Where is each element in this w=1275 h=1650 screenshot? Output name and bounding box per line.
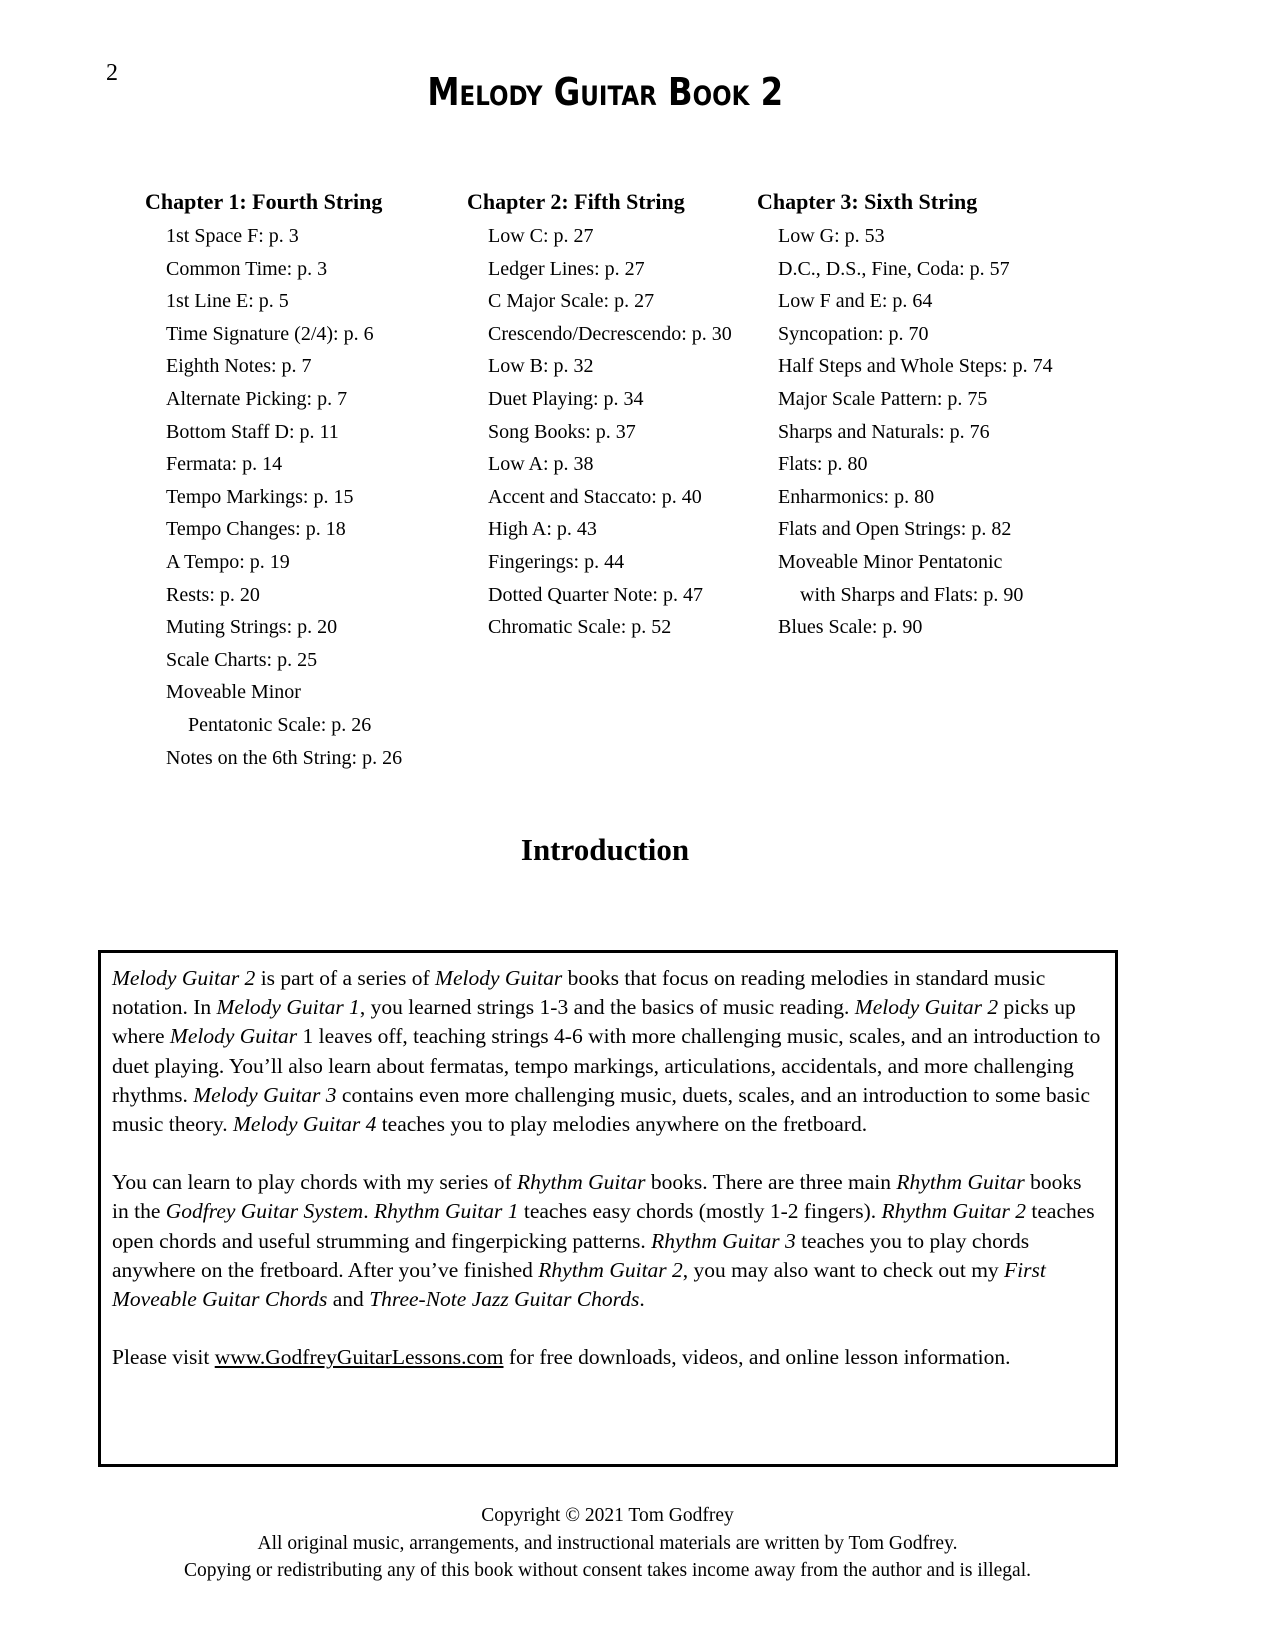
toc-item: Song Books: p. 37 xyxy=(488,420,636,443)
toc-item: High A: p. 43 xyxy=(488,518,597,541)
toc-item: Low B: p. 32 xyxy=(488,355,594,378)
toc-item: with Sharps and Flats: p. 90 xyxy=(800,583,1024,606)
chapter-1-items xyxy=(145,220,467,774)
paragraph-text: books in the xyxy=(112,1170,1082,1224)
table-of-contents xyxy=(145,186,1130,774)
paragraph-text: 1 leaves off, teaching strings 4-6 with more challenging music, scales, and an introduction to duet playing. You’ll also learn about fermatas, tempo markings, articulations, accidentals, and more challenging rhythms. xyxy=(112,1024,1101,1107)
toc-item: Moveable Minor xyxy=(166,681,301,704)
chapter-2-heading: Chapter 2: Fifth String xyxy=(467,189,685,214)
paragraph-text: teaches open chords and useful strumming and fingerpicking patterns. xyxy=(112,1199,1095,1253)
chapter-2-items xyxy=(467,220,757,644)
book-title-reference: Three-Note Jazz Guitar Chords xyxy=(369,1287,640,1312)
paragraph-text: You can learn to play chords with my series of xyxy=(112,1170,518,1195)
book-title-reference: Melody Guitar xyxy=(435,966,563,990)
paragraph-text: is part of a series of xyxy=(255,966,436,990)
book-title-reference: Rhythm Guitar xyxy=(896,1170,1025,1195)
footer-line: Copying or redistributing any of this book without consent takes income away from the author and is illegal. xyxy=(183,1560,1031,1581)
toc-item: Duet Playing: p. 34 xyxy=(488,387,644,410)
footer-line: Copyright © 2021 Tom Godfrey xyxy=(481,1505,734,1526)
toc-item: Crescendo/Decrescendo: p. 30 xyxy=(488,322,732,345)
toc-item: Pentatonic Scale: p. 26 xyxy=(188,713,372,736)
introduction-heading-container xyxy=(0,832,1210,868)
toc-item: D.C., D.S., Fine, Coda: p. 57 xyxy=(778,257,1010,280)
toc-item: 1st Space F: p. 3 xyxy=(166,225,299,247)
toc-item: Tempo Changes: p. 18 xyxy=(166,518,346,541)
book-title-reference: Rhythm Guitar xyxy=(517,1170,646,1195)
paragraph-text: , you may also want to check out my xyxy=(682,1257,1005,1282)
book-title-reference: Melody Guitar xyxy=(169,1024,298,1049)
book-title-reference: Melody Guitar 2 xyxy=(112,966,256,990)
intro-paragraph-3 xyxy=(112,1343,1103,1372)
paragraph-text: books that focus on reading melodies in standard music notation. In xyxy=(112,966,1046,1020)
toc-item: Scale Charts: p. 25 xyxy=(166,648,318,671)
paragraph-text: , you learned strings 1-3 and the basics of music reading. xyxy=(359,995,855,1020)
book-title-container xyxy=(0,70,1210,114)
chapter-3-heading: Chapter 3: Sixth String xyxy=(757,189,978,214)
toc-item: Low G: p. 53 xyxy=(778,225,885,247)
chapter-3-items xyxy=(757,220,1130,644)
toc-item: Fingerings: p. 44 xyxy=(488,550,625,573)
toc-item: Enharmonics: p. 80 xyxy=(778,485,935,508)
paragraph-text: and xyxy=(327,1287,370,1312)
toc-item: Ledger Lines: p. 27 xyxy=(488,257,645,280)
intro-paragraph-2 xyxy=(112,1168,1103,1314)
toc-item: Chromatic Scale: p. 52 xyxy=(488,616,672,639)
toc-column-chapter-3 xyxy=(757,186,1130,774)
paragraph-text: for free downloads, videos, and online lesson information. xyxy=(503,1345,1011,1370)
toc-item: Rests: p. 20 xyxy=(166,583,260,606)
book-title-reference: Godfrey Guitar System xyxy=(165,1199,364,1224)
toc-item: C Major Scale: p. 27 xyxy=(488,290,655,313)
paragraph-text: Please visit xyxy=(112,1345,215,1370)
toc-item: 1st Line E: p. 5 xyxy=(166,290,289,313)
book-title-reference: Melody Guitar 1 xyxy=(216,995,360,1020)
paragraph-text: contains even more challenging music, duets, scales, and an introduction to some basic music theory. xyxy=(112,1082,1091,1137)
book-title-reference: Rhythm Guitar 3 xyxy=(651,1228,796,1253)
toc-item: Sharps and Naturals: p. 76 xyxy=(778,420,990,443)
toc-item: Flats and Open Strings: p. 82 xyxy=(778,518,1012,541)
toc-item: Bottom Staff D: p. 11 xyxy=(166,420,339,443)
paragraph-text: teaches you to play chords anywhere on the fretboard. After you’ve finished xyxy=(112,1228,1030,1282)
toc-item: Notes on the 6th String: p. 26 xyxy=(166,746,403,769)
website-link[interactable]: www.GodfreyGuitarLessons.com xyxy=(214,1345,504,1370)
toc-item: Flats: p. 80 xyxy=(778,453,868,476)
toc-item: A Tempo: p. 19 xyxy=(166,550,290,573)
page-number: 2 xyxy=(106,60,118,86)
toc-column-chapter-2 xyxy=(467,186,757,774)
toc-item: Low F and E: p. 64 xyxy=(778,290,933,313)
toc-item: Common Time: p. 3 xyxy=(166,257,328,280)
book-title-reference: First Moveable Guitar Chords xyxy=(112,1257,1046,1312)
toc-item: Tempo Markings: p. 15 xyxy=(166,485,354,508)
book-title-reference: Melody Guitar 3 xyxy=(193,1082,337,1107)
book-title: Melody Guitar Book 2 xyxy=(427,70,783,114)
paragraph-text: books. There are three main xyxy=(645,1170,897,1195)
toc-item: Low C: p. 27 xyxy=(488,225,594,247)
book-title-reference: Melody Guitar 2 xyxy=(854,995,999,1020)
book-title-reference: Rhythm Guitar 1 xyxy=(373,1199,519,1224)
book-title-reference: Rhythm Guitar 2 xyxy=(881,1199,1027,1224)
chapter-1-heading: Chapter 1: Fourth String xyxy=(145,189,383,214)
copyright-footer xyxy=(0,1502,1215,1585)
toc-item: Fermata: p. 14 xyxy=(166,453,283,476)
toc-item: Syncopation: p. 70 xyxy=(778,322,929,345)
toc-item: Major Scale Pattern: p. 75 xyxy=(778,387,988,410)
toc-item: Half Steps and Whole Steps: p. 74 xyxy=(778,355,1053,378)
paragraph-text: teaches easy chords (mostly 1-2 fingers). xyxy=(518,1199,882,1224)
paragraph-text: teaches you to play melodies anywhere on the fretboard. xyxy=(376,1112,868,1137)
toc-item: Muting Strings: p. 20 xyxy=(166,616,338,639)
toc-item: Alternate Picking: p. 7 xyxy=(166,387,348,410)
toc-item: Moveable Minor Pentatonic xyxy=(778,550,1003,573)
toc-column-chapter-1 xyxy=(145,186,467,774)
paragraph-text: picks up where xyxy=(112,995,1076,1049)
toc-item: Blues Scale: p. 90 xyxy=(778,616,923,639)
toc-item: Accent and Staccato: p. 40 xyxy=(488,485,702,508)
introduction-heading: Introduction xyxy=(520,832,690,867)
book-title-reference: Melody Guitar 4 xyxy=(233,1112,377,1137)
intro-paragraph-1 xyxy=(112,964,1103,1139)
footer-line: All original music, arrangements, and instructional materials are written by Tom Godfrey. xyxy=(257,1532,958,1554)
toc-item: Dotted Quarter Note: p. 47 xyxy=(488,583,703,606)
toc-item: Low A: p. 38 xyxy=(488,453,594,476)
paragraph-text: . xyxy=(363,1199,374,1224)
toc-item: Eighth Notes: p. 7 xyxy=(166,355,312,378)
introduction-text-box xyxy=(98,950,1118,1467)
paragraph-text: . xyxy=(639,1287,645,1312)
book-title-reference: Rhythm Guitar 2 xyxy=(538,1257,683,1282)
toc-item: Time Signature (2/4): p. 6 xyxy=(166,322,374,345)
